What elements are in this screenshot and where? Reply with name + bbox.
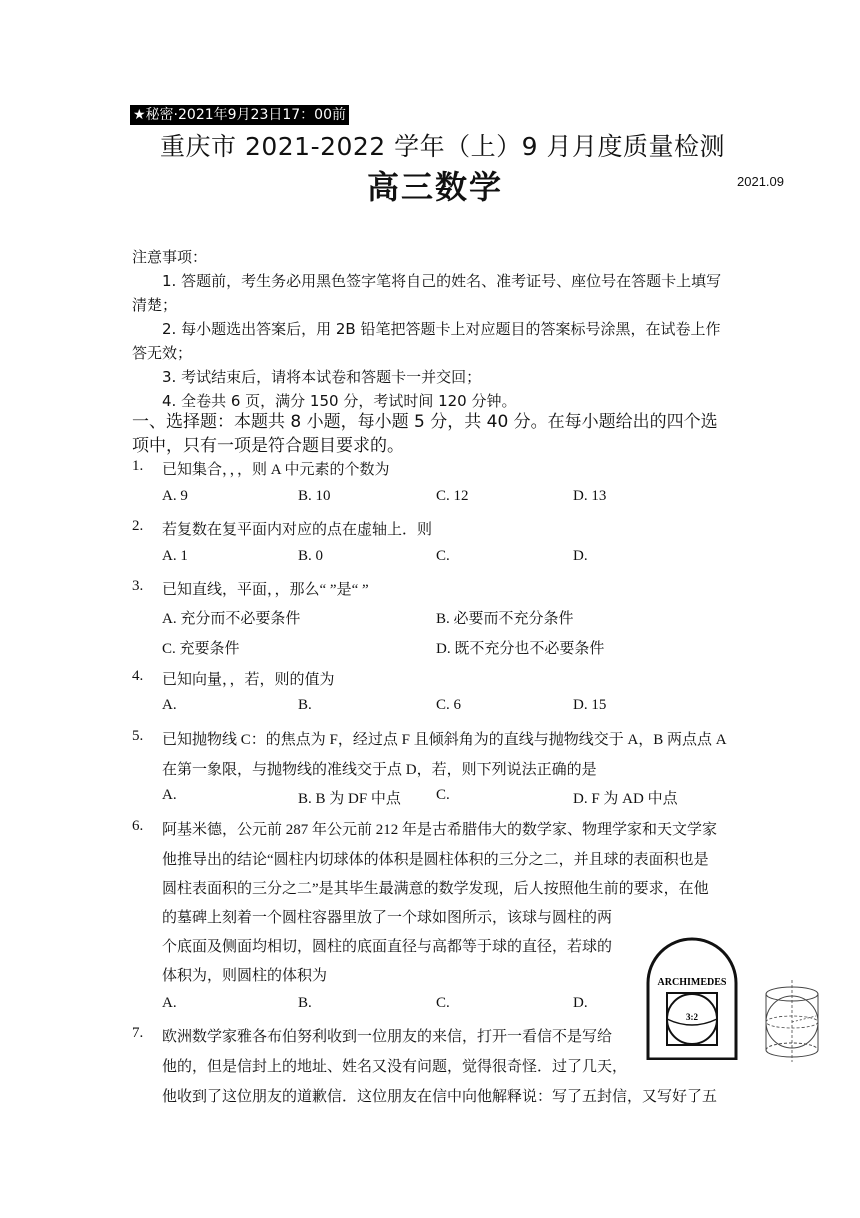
question-number: 2. <box>132 518 144 534</box>
option-b: B. 10 <box>298 488 331 504</box>
note-item: 3. 考试结束后，请将本试卷和答题卡一并交回； <box>162 368 482 386</box>
question-text: 他收到了这位朋友的道歉信．这位朋友在信中向他解释说：写了五封信，又写好了五 <box>162 1089 718 1105</box>
question-text: 已知向量，，若，则的值为 <box>162 672 335 688</box>
option-d: D. <box>573 995 588 1011</box>
option-b: B. 必要而不充分条件 <box>436 611 574 627</box>
option-a: A. <box>162 787 177 803</box>
option-c: C. 充要条件 <box>162 641 240 657</box>
confidential-label: ★秘密·2021年9月23日17：00前 <box>130 105 349 125</box>
option-d: D. 既不充分也不必要条件 <box>436 641 605 657</box>
question-number: 1. <box>132 458 144 474</box>
option-a: A. 1 <box>162 548 188 564</box>
question-number: 7. <box>132 1025 144 1041</box>
archimedes-tombstone-figure <box>644 935 741 1060</box>
option-c: C. 12 <box>436 488 469 504</box>
question-text: 欧洲数学家雅各布伯努利收到一位朋友的来信，打开一看信不是写给 <box>162 1029 613 1045</box>
note-item: 1. 答题前，考生务必用黑色签字笔将自己的姓名、准考证号、座位号在答题卡上填写清楚； <box>132 272 722 314</box>
option-c: C. <box>436 787 450 803</box>
note-item: 2. 每小题选出答案后，用 2B 铅笔把答题卡上对应题目的答案标号涂黑，在试卷上作答无效； <box>132 320 721 362</box>
option-a: A. 9 <box>162 488 188 504</box>
question-text: 已知直线，平面，，那么“ ”是“ ” <box>162 582 369 598</box>
question-text: 圆柱表面积的三分之二”是其毕生最满意的数学发现，后人按照他生前的要求，在他 <box>162 881 709 897</box>
option-c: C. <box>436 995 450 1011</box>
option-d: D. F 为 AD 中点 <box>573 791 678 807</box>
cylinder-sphere-figure <box>762 978 822 1064</box>
option-a: A. <box>162 995 177 1011</box>
question-text: 阿基米德，公元前 287 年公元前 212 年是古希腊伟大的数学家、物理学家和天文学家 <box>162 822 718 838</box>
question-number: 6. <box>132 818 144 834</box>
option-b: B. <box>298 697 312 713</box>
option-a: A. <box>162 697 177 713</box>
question-text: 已知集合，，，则 A 中元素的个数为 <box>162 462 390 478</box>
question-text: 在第一象限，与抛物线的准线交于点 D，若，则下列说法正确的是 <box>162 762 597 778</box>
note-item: 4. 全卷共 6 页，满分 150 分，考试时间 120 分钟。 <box>162 392 517 410</box>
option-b: B. 0 <box>298 548 324 564</box>
question-text: 个底面及侧面均相切，圆柱的底面直径与高都等于球的直径，若球的 <box>162 939 613 955</box>
notes-heading: 注意事项： <box>132 248 208 266</box>
question-number: 5. <box>132 728 144 744</box>
section-title: 一、选择题：本题共 8 小题，每小题 5 分，共 40 分。在每小题给出的四个选项中，只有一项是符合题目要求的。 <box>132 412 718 456</box>
notes-block <box>132 245 732 413</box>
question-text: 体积为，则圆柱的体积为 <box>162 968 328 984</box>
question-number: 3. <box>132 578 144 594</box>
option-a: A. 充分而不必要条件 <box>162 611 301 627</box>
option-c: C. 6 <box>436 697 462 713</box>
question-text: 他推导出的结论“圆柱内切球体的体积是圆柱体积的三分之二，并且球的表面积也是 <box>162 852 709 868</box>
option-d: D. 15 <box>573 697 607 713</box>
subject-title: 高三数学 <box>367 168 504 206</box>
question-text: 的墓碑上刻着一个圆柱容器里放了一个球如图所示，该球与圆柱的两 <box>162 910 613 926</box>
option-b: B. B 为 DF 中点 <box>298 791 401 807</box>
exam-title: 重庆市 2021-2022 学年（上）9 月月度质量检测 <box>160 132 726 161</box>
figure-label: ARCHIMEDES <box>657 977 727 988</box>
figure-ratio: 3:2 <box>686 1012 698 1022</box>
option-b: B. <box>298 995 312 1011</box>
option-c: C. <box>436 548 450 564</box>
question-text: 已知抛物线 C：的焦点为 F，经过点 F 且倾斜角为的直线与抛物线交于 A，B 两点点 A <box>162 732 727 748</box>
option-d: D. 13 <box>573 488 607 504</box>
question-text: 若复数在复平面内对应的点在虚轴上．则 <box>162 522 433 538</box>
option-d: D. <box>573 548 588 564</box>
question-number: 4. <box>132 668 144 684</box>
question-text: 他的，但是信封上的地址、姓名又没有问题，觉得很奇怪．过了几天， <box>162 1059 628 1075</box>
exam-date: 2021.09 <box>737 174 784 189</box>
